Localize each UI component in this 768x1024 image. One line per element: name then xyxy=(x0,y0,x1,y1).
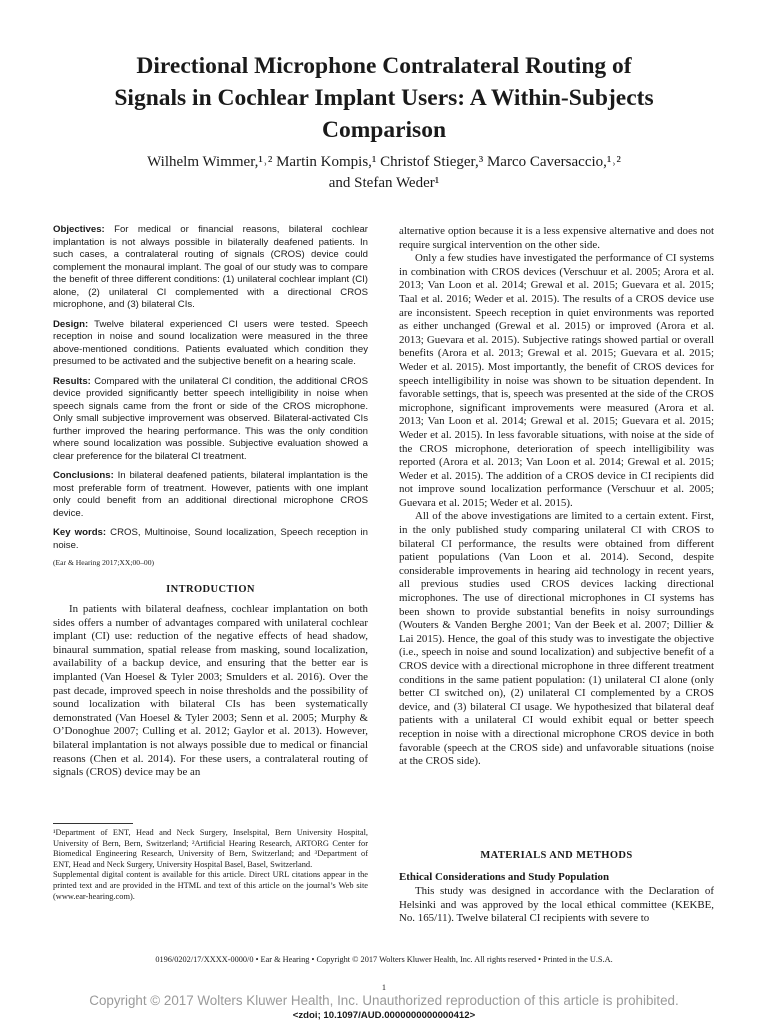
doi-line: <zdoi; 10.1097/AUD.0000000000000412> xyxy=(292,1010,476,1021)
title-line: Signals in Cochlear Implant Users: A Within-Subjects xyxy=(114,85,654,111)
author-line: Wilhelm Wimmer,¹˒² Martin Kompis,¹ Christof Stieger,³ Marco Caversaccio,¹˒² xyxy=(147,154,621,170)
abstract xyxy=(53,224,368,570)
title-line: Directional Microphone Contralateral Routing of xyxy=(136,53,632,79)
abstract-text: For medical or financial reasons, bilateral cochlear implantation is not always possible in bilaterally deafened patients. In such cases, a contralateral routing of signals (CROS) device could complement the monaural implant. The goal of our study was to compare the benefit of three different conditions: (1) unilateral cochlear implant (CI) alone, (2) unilateral CI complemented with a directional CROS microphone, and (3) bilateral CIs. xyxy=(53,224,369,310)
methods-body xyxy=(399,885,714,926)
abstract-label: Key words: xyxy=(53,527,107,538)
introduction-body xyxy=(53,603,368,780)
title-line: Comparison xyxy=(321,117,447,143)
paragraph: alternative option because it is a less expensive alternative and does not require surgical intervention on the other side. xyxy=(399,225,714,251)
abstract-text: Compared with the unilateral CI condition, the additional CROS device provided significantly better speech intelligibility in noise when speech signals came from the front or side of the CROS microphone. Only small subjective improvement was observed. Bilateral-activated CIs further improved the hearing performance. This was the only condition where sound localization was possible. Subjective evaluation showed a clear preference for the bilateral CI treatment. xyxy=(53,375,368,462)
footnotes xyxy=(53,828,368,902)
journal-footer: 0196/0202/17/XXXX-0000/0 • Ear & Hearing • Copyright © 2017 Wolters Kluwer Health, Inc. All rights reserved • Printed in the U.S.A. xyxy=(155,955,613,964)
paragraph: Only a few studies have investigated the performance of CI systems in combination with CROS devices (Verschuur et al. 2005; Arora et al. 2013; Van Loon et al. 2014; Grewal et al. 2015; Guevara et al. 2015; Taal et al. 2016; Weder et al. 2015). The results of a CROS device use are inconsistent. Speech reception in quiet environments was reported as either unchanged (Grewal et al. 2015) or improved (Arora et al. 2013; Guevara et al. 2015). Subjective ratings showed partial or overall benefits (Arora et al. 2013; Grewal et al. 2015; Guevara et al. 2015; Weder et al. 2015). Most importantly, the benefit of CROS devices for speech intelligibility in noise was shown to be situation dependent. In favorable settings, that is, speech was presented at the side of the CROS microphone, significant improvements were measured (Arora et al. 2013; Van Loon et al. 2014; Grewal et al. 2015; Guevara et al. 2015; Weder et al. 2015). In less favorable situations, with noise at the side of the CROS microphone, deterioration of speech intelligibility was reported (Arora et al. 2013; Van Loon et al. 2014; Grewal et al. 2015; Weder et al. 2015). The addition of a CROS device in CI recipients did not improve sound localization performance (Verschuur et al. 2005; Guevara et al. 2015; Weder et al. 2015). xyxy=(399,252,714,509)
paragraph: In patients with bilateral deafness, cochlear implantation on both sides offers a number of advantages compared with unilateral cochlear implant (CI) use: reduction of the negative effects of head shadow, binaural summation, spatial release from masking, sound localization, availability of a backup device, and ensuring that the better ear is implanted (Van Hoesel & Tyler 2003; Smulders et al. 2016). Over the past decade, improved speech in noise thresholds and the possibility of sound localization with bilateral CIs has been systematically demonstrated (Van Hoesel & Tyler 2003; Senn et al. 2005; Murphy & O’Donoghue 2007; Culling et al. 2012; Gaylor et al. 2013). However, bilateral implantation is not always possible due to medical or financial reasons (Chen et al. 2014). For these users, a contralateral routing of signals (CROS) device may be an xyxy=(53,603,368,779)
abstract-objectives xyxy=(53,224,368,312)
ethics-subheading: Ethical Considerations and Study Population xyxy=(399,871,610,883)
abstract-label: Objectives: xyxy=(53,224,105,235)
abstract-keywords xyxy=(53,527,368,552)
journal-citation: (Ear & Hearing 2017;XX;00–00) xyxy=(53,558,155,567)
supplemental-footnote: Supplemental digital content is available for this article. Direct URL citations appear in the printed text and are provided in the HTML and text of this article on the journal’s Web site (www.ear-hearing.com). xyxy=(53,870,368,901)
right-column-body xyxy=(399,225,714,769)
paragraph: All of the above investigations are limited to a certain extent. First, in the only published study comparing unilateral CI with CROS to bilateral CI performance, the results were obtained from different patient populations (Van Loon et al. 2014). Second, despite considerable improvements in hearing aid technology in recent years, all previous studies used CROS devices lacking directional microphones. The use of directional microphones in CI systems has been shown to provide substantial benefits in noisy surroundings (Wouters & Vanden Berghe 2001; Van der Beek et al. 2007; Dillier & Lai 2015). Hence, the goal of this study was to investigate the objective (i.e., speech in noise and sound localization) and subjective benefit of a CROS device with a directional microphone in three different treatment conditions in the same patient population: (1) unilateral CI alone (only better CI switched on), (2) unilateral CI complemented by a CROS device, and (3) bilateral CI usage. We hypothesized that bilateral deaf patients with a unilateral CI would exhibit equal or better speech reception in noise with a directional microphone CROS device in both favorable (speech at the CROS side) and unfavorable situations (noise at the CROS side). xyxy=(399,510,714,768)
author-list xyxy=(60,152,708,194)
abstract-results xyxy=(53,376,368,464)
introduction-heading: INTRODUCTION xyxy=(166,584,255,595)
abstract-label: Conclusions: xyxy=(53,470,114,481)
page-number: 1 xyxy=(381,983,387,992)
abstract-text: Twelve bilateral experienced CI users were tested. Speech reception in noise and sound localization were measured in the three above-mentioned conditions. Patients evaluated which condition they presumed to be activated and the subjective benefit on a hearing scale. xyxy=(53,318,368,367)
author-line: and Stefan Weder¹ xyxy=(328,175,440,191)
abstract-label: Results: xyxy=(53,375,91,387)
paragraph: This study was designed in accordance with the Declaration of Helsinki and was approved by the local ethical committee (KEKBE, No. 165/11). Twelve bilateral CI recipients with severe to xyxy=(399,885,714,925)
affiliations-footnote: ¹Department of ENT, Head and Neck Surgery, Inselspital, Bern University Hospital, University of Bern, Bern, Switzerland; ²Artificial Hearing Research, ARTORG Center for Biomedical Engineering Research, University of Bern, Switzerland; and ³Department of ENT, Head and Neck Surgery, University Hospital Basel, Basel, Switzerland. xyxy=(53,828,368,869)
abstract-design xyxy=(53,319,368,369)
footnote-divider xyxy=(53,823,133,824)
copyright-watermark: Copyright © 2017 Wolters Kluwer Health, Inc. Unauthorized reproduction of this article is prohibited. xyxy=(89,993,679,1008)
article-title xyxy=(60,50,708,146)
methods-heading: MATERIALS AND METHODS xyxy=(480,850,633,861)
abstract-text: In bilateral deafened patients, bilateral implantation is the most preferable form of treatment. However, patients with one implant only could benefit from an additional directional microphone CROS device. xyxy=(53,470,368,519)
abstract-label: Design: xyxy=(53,318,89,330)
abstract-text: CROS, Multinoise, Sound localization, Speech reception in noise. xyxy=(53,527,368,551)
abstract-conclusions xyxy=(53,470,368,520)
